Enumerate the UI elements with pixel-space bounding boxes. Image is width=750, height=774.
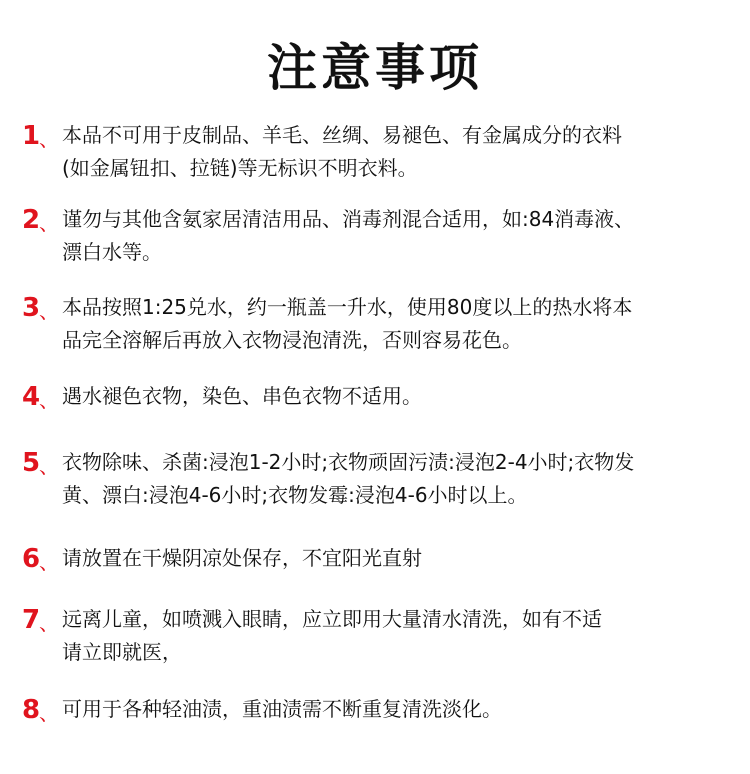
item-number: 1 bbox=[22, 121, 41, 151]
item-line: 衣物除味、杀菌:浸泡1-2小时;衣物顽固污渍:浸泡2-4小时;衣物发 bbox=[62, 450, 635, 474]
item-separator: 、 bbox=[39, 611, 59, 635]
item-number: 8 bbox=[22, 695, 41, 725]
item-number: 6 bbox=[22, 544, 41, 574]
item-line: 黄、漂白:浸泡4-6小时;衣物发霉:浸泡4-6小时以上。 bbox=[62, 483, 528, 507]
item-line: 遇水褪色衣物，染色、串色衣物不适用。 bbox=[62, 384, 422, 408]
item-line: 本品按照1:25兑水，约一瓶盖一升水，使用80度以上的热水将本 bbox=[62, 295, 633, 319]
item-number: 4 bbox=[22, 382, 41, 412]
item-separator: 、 bbox=[39, 127, 59, 151]
item-separator: 、 bbox=[39, 211, 59, 235]
item-line: 请立即就医， bbox=[62, 640, 182, 664]
item-line: (如金属钮扣、拉链)等无标识不明衣料。 bbox=[62, 156, 418, 180]
item-separator: 、 bbox=[39, 454, 59, 478]
item-separator: 、 bbox=[39, 701, 59, 725]
item-line: 谨勿与其他含氨家居清洁用品、消毒剂混合适用，如:84消毒液、 bbox=[62, 207, 635, 231]
item-line: 请放置在干燥阴凉处保存，不宜阳光直射 bbox=[62, 546, 422, 570]
item-number: 7 bbox=[22, 605, 41, 635]
item-line: 本品不可用于皮制品、羊毛、丝绸、易褪色、有金属成分的衣料 bbox=[62, 123, 622, 147]
item-line: 可用于各种轻油渍，重油渍需不断重复清洗淡化。 bbox=[62, 697, 502, 721]
page-title: 注意事项 bbox=[267, 39, 483, 97]
item-separator: 、 bbox=[39, 299, 59, 323]
item-number: 3 bbox=[22, 293, 41, 323]
item-line: 品完全溶解后再放入衣物浸泡清洗，否则容易花色。 bbox=[62, 328, 522, 352]
item-line: 远离儿童，如喷溅入眼睛，应立即用大量清水清洗，如有不适 bbox=[62, 607, 602, 631]
item-number: 2 bbox=[22, 205, 41, 235]
item-separator: 、 bbox=[39, 388, 59, 412]
item-number: 5 bbox=[22, 448, 41, 478]
item-separator: 、 bbox=[39, 550, 59, 574]
item-line: 漂白水等。 bbox=[62, 240, 162, 264]
